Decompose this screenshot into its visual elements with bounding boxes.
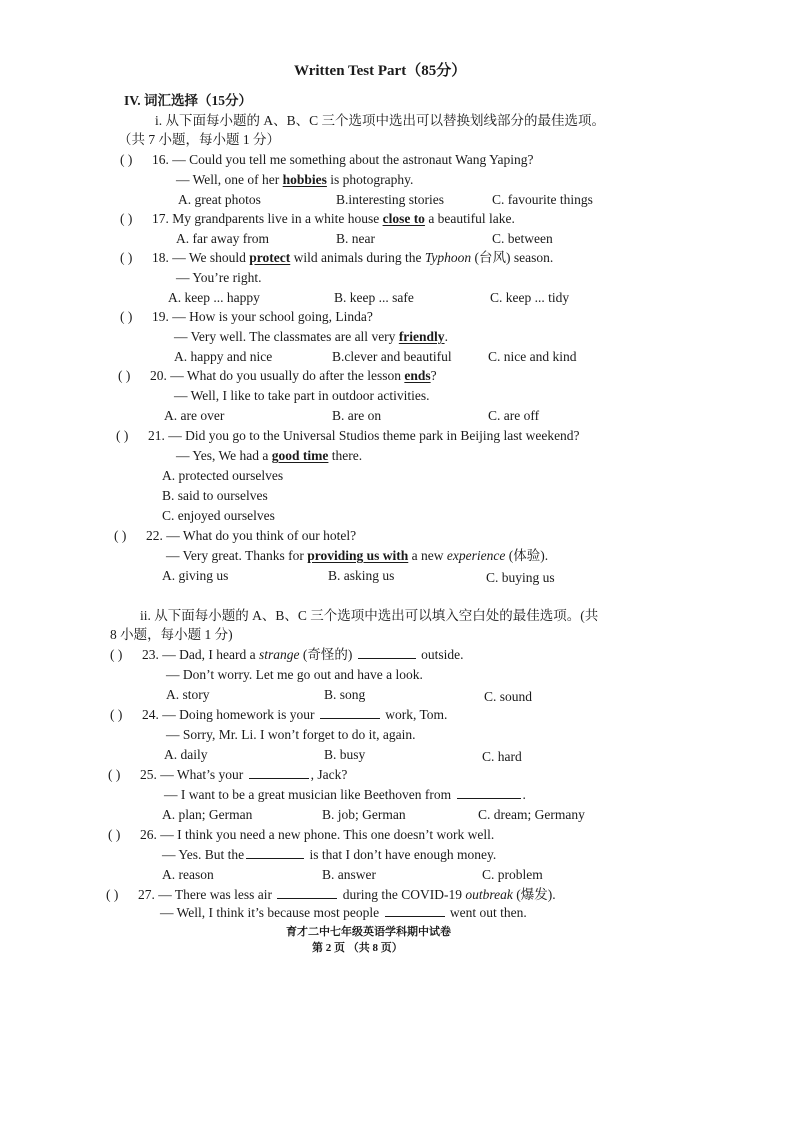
footer-exam-name: 育才二中七年级英语学科期中试卷 — [286, 926, 451, 938]
option-c: C. dream; Germany — [478, 807, 585, 822]
option-c: C. nice and kind — [488, 349, 577, 364]
question-16-reply: — Well, one of her hobbies is photography. — [176, 172, 414, 187]
option-a: A. daily — [164, 747, 208, 762]
option-a: A. protected ourselves — [162, 468, 284, 483]
option-b: B.clever and beautiful — [332, 349, 452, 364]
question-23-reply: — Don’t worry. Let me go out and have a look. — [166, 667, 423, 682]
question-16: 16. — Could you tell me something about the astronaut Wang Yaping? — [152, 152, 534, 167]
question-19-reply: — Very well. The classmates are all very friendly. — [174, 329, 448, 344]
question-20: 20. — What do you usually do after the lesson ends? — [150, 368, 437, 383]
option-b: B. song — [324, 687, 366, 702]
answer-blank[interactable] — [358, 648, 416, 659]
part-i-instruction: i. 从下面每小题的 A、B、C 三个选项中选出可以替换划线部分的最佳选项。 — [155, 113, 606, 128]
option-c: C. keep ... tidy — [490, 290, 570, 305]
answer-paren: ( ) — [108, 827, 121, 842]
underlined-word: close to — [382, 211, 425, 226]
answer-paren: ( ) — [120, 309, 133, 324]
answer-paren: ( ) — [106, 887, 119, 902]
answer-blank[interactable] — [277, 888, 337, 899]
answer-blank[interactable] — [457, 788, 521, 799]
answer-paren: ( ) — [110, 707, 123, 722]
option-c: C. between — [492, 231, 553, 246]
question-27-reply: — Well, I think it’s because most people went out then. — [160, 905, 527, 920]
part-i-instruction-cont: （共 7 小题，每小题 1 分） — [118, 132, 280, 147]
option-a: A. reason — [162, 867, 214, 882]
question-26: 26. — I think you need a new phone. This one doesn’t work well. — [140, 827, 495, 842]
answer-paren: ( ) — [120, 211, 133, 226]
option-c: C. favourite things — [492, 192, 593, 207]
page-title: Written Test Part（85分） — [294, 63, 467, 79]
answer-paren: ( ) — [114, 528, 127, 543]
question-19: 19. — How is your school going, Linda? — [152, 309, 373, 324]
option-a: A. keep ... happy — [168, 290, 260, 305]
question-17: 17. My grandparents live in a white house close to a beautiful lake. — [152, 211, 515, 226]
option-a: A. great photos — [178, 192, 261, 207]
answer-paren: ( ) — [116, 428, 129, 443]
footer-page-number: 第 2 页 （共 8 页） — [312, 942, 403, 954]
question-24: 24. — Doing homework is your work, Tom. — [142, 707, 448, 722]
answer-paren: ( ) — [120, 250, 133, 265]
underlined-word: providing us with — [307, 548, 409, 563]
question-22: 22. — What do you think of our hotel? — [146, 528, 357, 543]
answer-paren: ( ) — [118, 368, 131, 383]
option-c: C. sound — [484, 689, 533, 704]
question-18: 18. — We should protect wild animals during the Typhoon (台风) season. — [152, 250, 554, 265]
underlined-word: friendly — [398, 329, 445, 344]
answer-blank[interactable] — [246, 848, 304, 859]
question-25: 25. — What’s your , Jack? — [140, 767, 348, 782]
option-a: A. giving us — [162, 568, 229, 583]
question-20-reply: — Well, I like to take part in outdoor activities. — [174, 388, 430, 403]
option-c: C. hard — [482, 749, 522, 764]
option-a: A. are over — [164, 408, 225, 423]
answer-blank[interactable] — [320, 708, 380, 719]
question-26-reply: — Yes. But the is that I don’t have enough money. — [162, 847, 497, 862]
option-b: B. busy — [324, 747, 366, 762]
answer-paren: ( ) — [110, 647, 123, 662]
option-b: B. job; German — [322, 807, 406, 822]
option-c: C. enjoyed ourselves — [162, 508, 275, 523]
option-c: C. problem — [482, 867, 543, 882]
question-22-reply: — Very great. Thanks for providing us with a new experience (体验). — [166, 548, 549, 563]
question-21: 21. — Did you go to the Universal Studios theme park in Beijing last weekend? — [148, 428, 580, 443]
underlined-word: protect — [249, 250, 291, 265]
question-25-reply: — I want to be a great musician like Beethoven from . — [164, 787, 526, 802]
option-b: B. keep ... safe — [334, 290, 414, 305]
option-b: B. said to ourselves — [162, 488, 268, 503]
answer-blank[interactable] — [249, 768, 309, 779]
question-23: 23. — Dad, I heard a strange (奇怪的) outside. — [142, 647, 464, 662]
option-a: A. far away from — [176, 231, 269, 246]
part-ii-instruction-cont: 8 小题，每小题 1 分) — [110, 627, 233, 642]
part-ii-instruction: ii. 从下面每小题的 A、B、C 三个选项中选出可以填入空白处的最佳选项。(共 — [140, 608, 599, 623]
option-b: B. asking us — [328, 568, 395, 583]
option-c: C. buying us — [486, 570, 555, 585]
option-c: C. are off — [488, 408, 540, 423]
option-b: B. near — [336, 231, 375, 246]
section-heading: IV. 词汇选择（15分） — [124, 93, 253, 108]
question-18-reply: — You’re right. — [176, 270, 262, 285]
question-21-reply: — Yes, We had a good time there. — [176, 448, 363, 463]
option-a: A. plan; German — [162, 807, 253, 822]
option-a: A. story — [166, 687, 210, 702]
answer-paren: ( ) — [108, 767, 121, 782]
question-27: 27. — There was less air during the COVID-19 outbreak (爆发). — [138, 887, 556, 902]
question-24-reply: — Sorry, Mr. Li. I won’t forget to do it, again. — [166, 727, 416, 742]
option-a: A. happy and nice — [174, 349, 273, 364]
answer-paren: ( ) — [120, 152, 133, 167]
underlined-word: hobbies — [282, 172, 327, 187]
option-b: B. are on — [332, 408, 382, 423]
option-b: B.interesting stories — [336, 192, 444, 207]
option-b: B. answer — [322, 867, 376, 882]
answer-blank[interactable] — [385, 906, 445, 917]
underlined-word: ends — [404, 368, 431, 383]
underlined-word: good time — [271, 448, 329, 463]
